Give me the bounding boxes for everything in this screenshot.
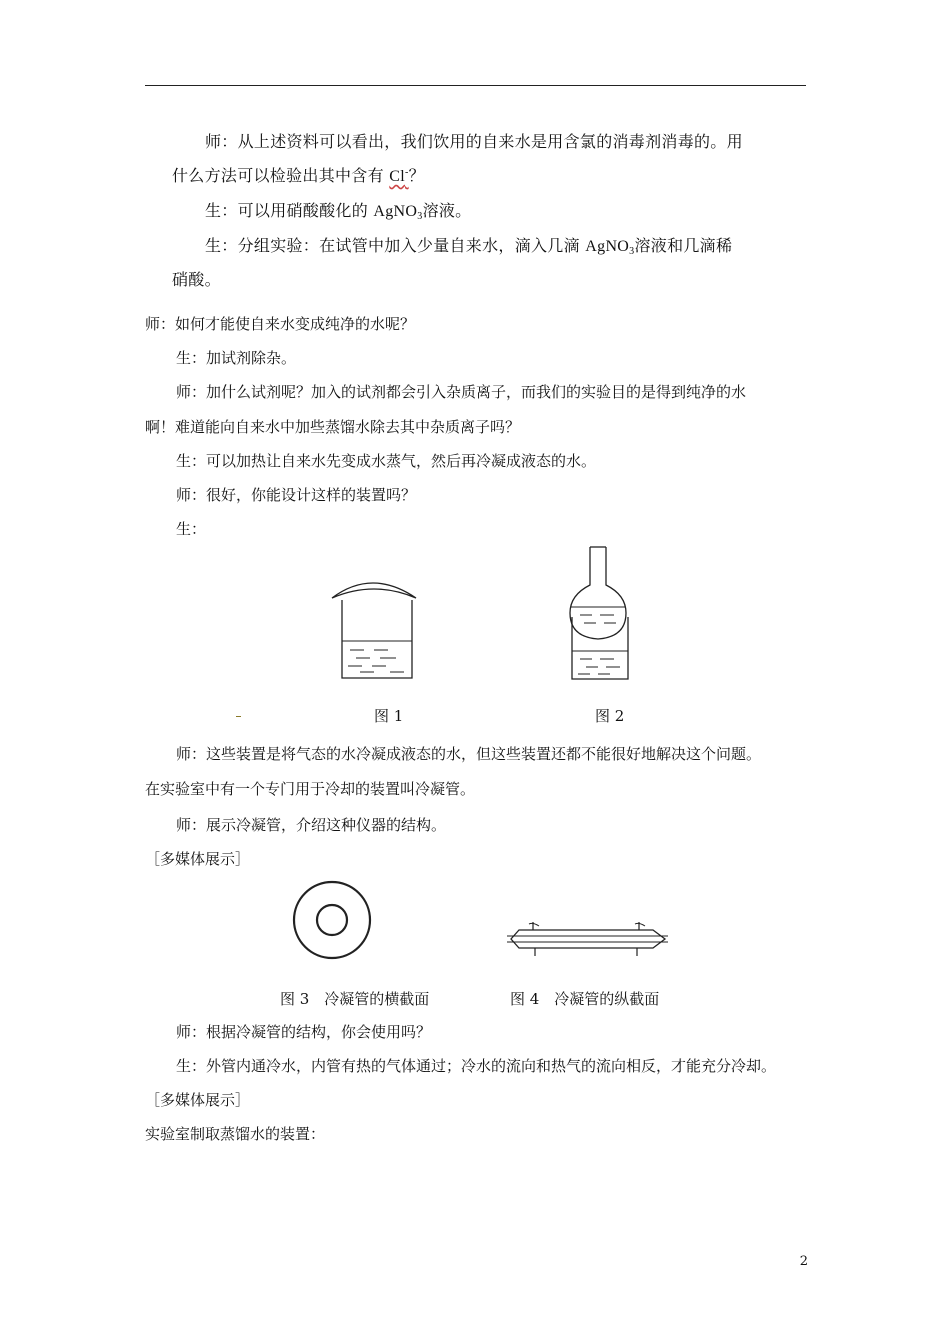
paragraph-line: 师：加什么试剂呢？加入的试剂都会引入杂质离子，而我们的实验目的是得到纯净的水 (176, 383, 747, 401)
header-rule (145, 85, 806, 86)
paragraph-line: 师：从上述资料可以看出，我们饮用的自来水是用含氯的消毒剂消毒的。用 (205, 132, 743, 151)
text-span: ？ (408, 166, 425, 185)
paragraph-line: ［多媒体展示］ (145, 1091, 251, 1109)
formula-text: AgNO (585, 238, 630, 255)
paragraph-line (205, 201, 471, 222)
text-span: 溶液。 (422, 201, 472, 220)
paragraph-line: 生： (176, 520, 207, 538)
paragraph-line: 硝酸。 (172, 270, 221, 289)
paragraph-line: ［多媒体展示］ (145, 850, 251, 868)
figure-4-condenser-longitudinal-section (505, 920, 670, 960)
small-mark (236, 716, 241, 717)
figure-2-flask-over-beaker (560, 547, 670, 687)
page-number: 2 (799, 1254, 808, 1269)
figure-3-caption: 图 3 冷凝管的横截面 (280, 990, 430, 1008)
formula-text: AgNO (373, 203, 418, 220)
paragraph-line: 师：根据冷凝管的结构，你会使用吗？ (176, 1023, 432, 1041)
paragraph-line: 生：加试剂除杂。 (176, 349, 297, 367)
paragraph-line: 师：如何才能使自来水变成纯净的水呢？ (145, 315, 416, 333)
paragraph-line (205, 236, 732, 257)
paragraph-line (172, 166, 425, 187)
figure-1-beaker-with-lid (320, 578, 430, 688)
paragraph-line: 在实验室中有一个专门用于冷却的装置叫冷凝管。 (145, 780, 476, 798)
paragraph-line: 师：这些装置是将气态的水冷凝成液态的水，但这些装置还都不能很好地解决这个问题。 (176, 745, 762, 763)
figure-4-caption: 图 4 冷凝管的纵截面 (510, 990, 660, 1008)
ion-symbol: Cl (389, 168, 406, 185)
text-span: 溶液和几滴稀 (634, 236, 733, 255)
paragraph-line: 生：外管内通冷水，内管有热的气体通过；冷水的流向和热气的流向相反，才能充分冷却。 (176, 1057, 777, 1075)
formula-subscript: 3 (417, 211, 423, 222)
text-span: 生：可以用硝酸酸化的 (205, 201, 374, 220)
ion-charge: - (405, 167, 409, 178)
figure-1-caption: 图 1 (374, 707, 404, 725)
paragraph-line: 生：可以加热让自来水先变成水蒸气，然后再冷凝成液态的水。 (176, 452, 597, 470)
paragraph-line: 师：展示冷凝管，介绍这种仪器的结构。 (176, 816, 447, 834)
text-span: 什么方法可以检验出其中含有 (172, 166, 390, 185)
paragraph-line: 实验室制取蒸馏水的装置： (145, 1125, 326, 1143)
chem-formula (585, 238, 634, 255)
text-span: 生：分组实验：在试管中加入少量自来水，滴入几滴 (205, 236, 586, 255)
formula-subscript: 3 (629, 246, 635, 257)
chem-formula (373, 203, 422, 220)
chloride-ion (389, 168, 408, 185)
figure-2-caption: 图 2 (595, 707, 625, 725)
paragraph-line: 师：很好，你能设计这样的装置吗？ (176, 486, 417, 504)
figure-3-condenser-cross-section (290, 878, 376, 964)
paragraph-line: 啊！难道能向自来水中加些蒸馏水除去其中杂质离子吗？ (145, 418, 521, 436)
